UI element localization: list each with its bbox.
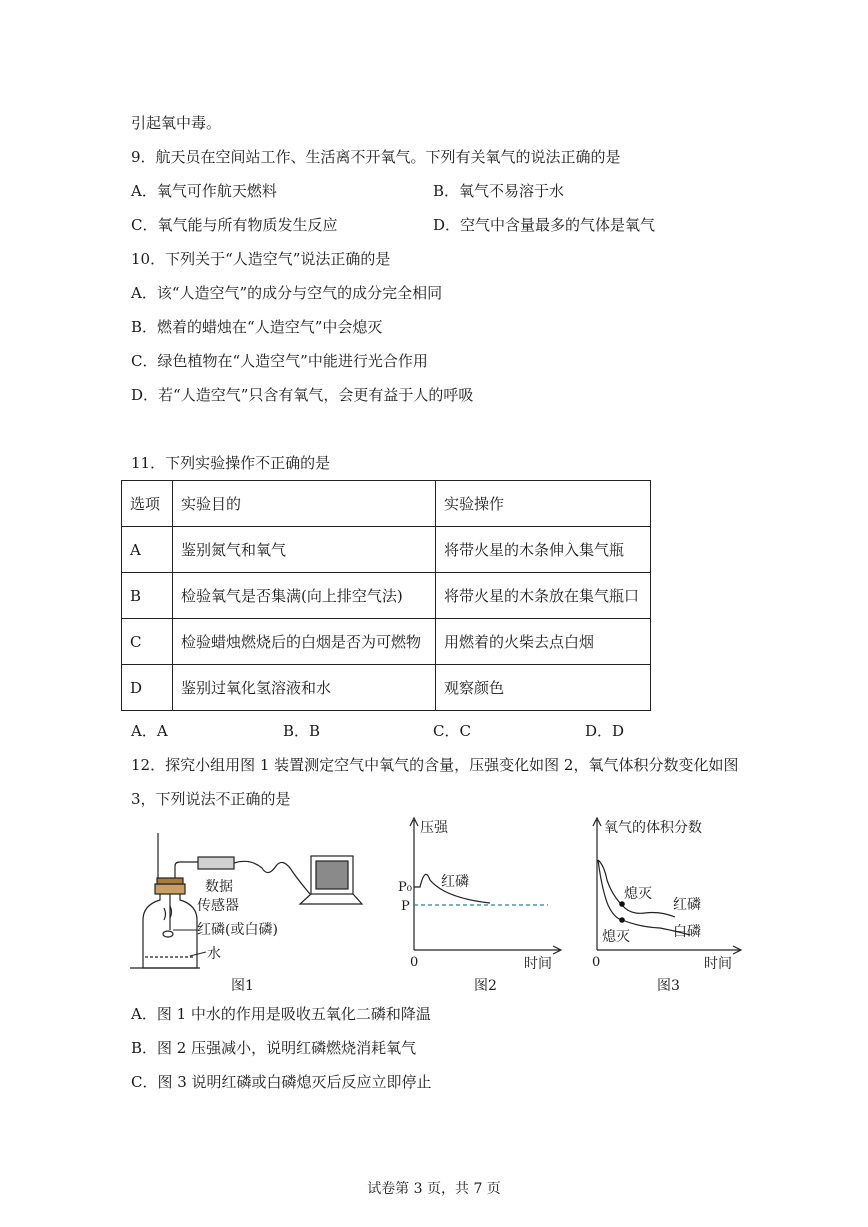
question-10: 10．下列关于“人造空气”说法正确的是 [131,250,391,268]
q9-option-b: B．氧气不易溶于水 [433,182,565,200]
fig1-label-phosphorus: 红磷(或白磷) [197,922,278,938]
fig1-caption: 图1 [231,978,254,994]
fig3-extinguish-label-1: 熄灭 [624,886,652,902]
table-cell: 鉴别过氧化氢溶液和水 [173,665,436,711]
table-cell: B [122,573,173,619]
table-cell: 鉴别氮气和氧气 [173,527,436,573]
fig3-extinguish-label-2: 熄灭 [602,929,630,945]
q9-option-c: C．氧气能与所有物质发生反应 [131,216,338,234]
table-cell: 将带火星的木条放在集气瓶口 [436,573,651,619]
fig3-white-extinguish-point [619,917,625,923]
question-12-line1: 12．探究小组用图 1 装置测定空气中氧气的含量，压强变化如图 2，氧气体积分数变化如图 [131,756,739,774]
fig2-caption: 图2 [474,978,497,994]
table-cell: 用燃着的火柴去点白烟 [436,619,651,665]
q12-option-c: C．图 3 说明红磷或白磷熄灭后反应立即停止 [131,1073,432,1091]
fig2-x-label: 时间 [524,956,552,972]
fig1-label-data: 数据 [205,879,233,895]
fig2-p0-label: P₀ [398,880,412,895]
q9-option-d: D．空气中含量最多的气体是氧气 [433,216,656,234]
figure-2-pressure-chart [410,818,561,954]
q10-option-d: D．若“人造空气”只含有氧气，会更有益于人的呼吸 [131,386,474,404]
table-cell: 观察颜色 [436,665,651,711]
table-header-cell: 实验操作 [436,481,651,527]
q12-option-b: B．图 2 压强减小，说明红磷燃烧消耗氧气 [131,1039,417,1057]
fig2-p-label: P [401,899,410,914]
table-cell: 检验蜡烛燃烧后的白烟是否为可燃物 [173,619,436,665]
figure-1-apparatus [130,833,362,968]
fig2-curve-label: 红磷 [441,874,469,890]
table-header-cell: 选项 [122,481,173,527]
q11-option-a: A．A [131,722,168,740]
fig3-white-label: 白磷 [673,924,701,940]
fig3-red-label: 红磷 [673,897,701,913]
fig2-y-label: 压强 [420,820,448,836]
table-cell: 将带火星的木条伸入集气瓶 [436,527,651,573]
question-12-line2: 3，下列说法不正确的是 [131,790,291,808]
text-line: 引起氧中毒。 [131,114,222,132]
q12-option-a: A．图 1 中水的作用是吸收五氧化二磷和降温 [131,1005,431,1023]
question-9: 9．航天员在空间站工作、生活离不开氧气。下列有关氧气的说法正确的是 [131,148,621,166]
q10-option-c: C．绿色植物在“人造空气”中能进行光合作用 [131,352,428,370]
page-footer: 试卷第 3 页，共 7 页 [367,1181,501,1197]
q11-option-c: C．C [433,722,471,740]
fig3-x-label: 时间 [704,956,732,972]
fig2-origin: 0 [410,955,419,970]
fig1-label-water: 水 [207,946,221,962]
fig3-caption: 图3 [657,978,680,994]
q11-option-d: D．D [585,722,625,740]
fig3-origin: 0 [592,955,601,970]
table-cell: D [122,665,173,711]
fig1-label-sensor: 传感器 [197,898,239,914]
table-cell: A [122,527,173,573]
question-11: 11．下列实验操作不正确的是 [131,454,331,472]
q10-option-b: B．燃着的蜡烛在“人造空气”中会熄灭 [131,318,383,336]
table-header-cell: 实验目的 [173,481,436,527]
q10-option-a: A．该“人造空气”的成分与空气的成分完全相同 [131,284,443,302]
fig3-y-label: 氧气的体积分数 [604,820,702,836]
table-cell: 检验氧气是否集满(向上排空气法) [173,573,436,619]
q11-option-b: B．B [283,722,321,740]
q9-option-a: A．氧气可作航天燃料 [131,182,277,200]
fig3-red-extinguish-point [619,901,625,907]
table-cell: C [122,619,173,665]
